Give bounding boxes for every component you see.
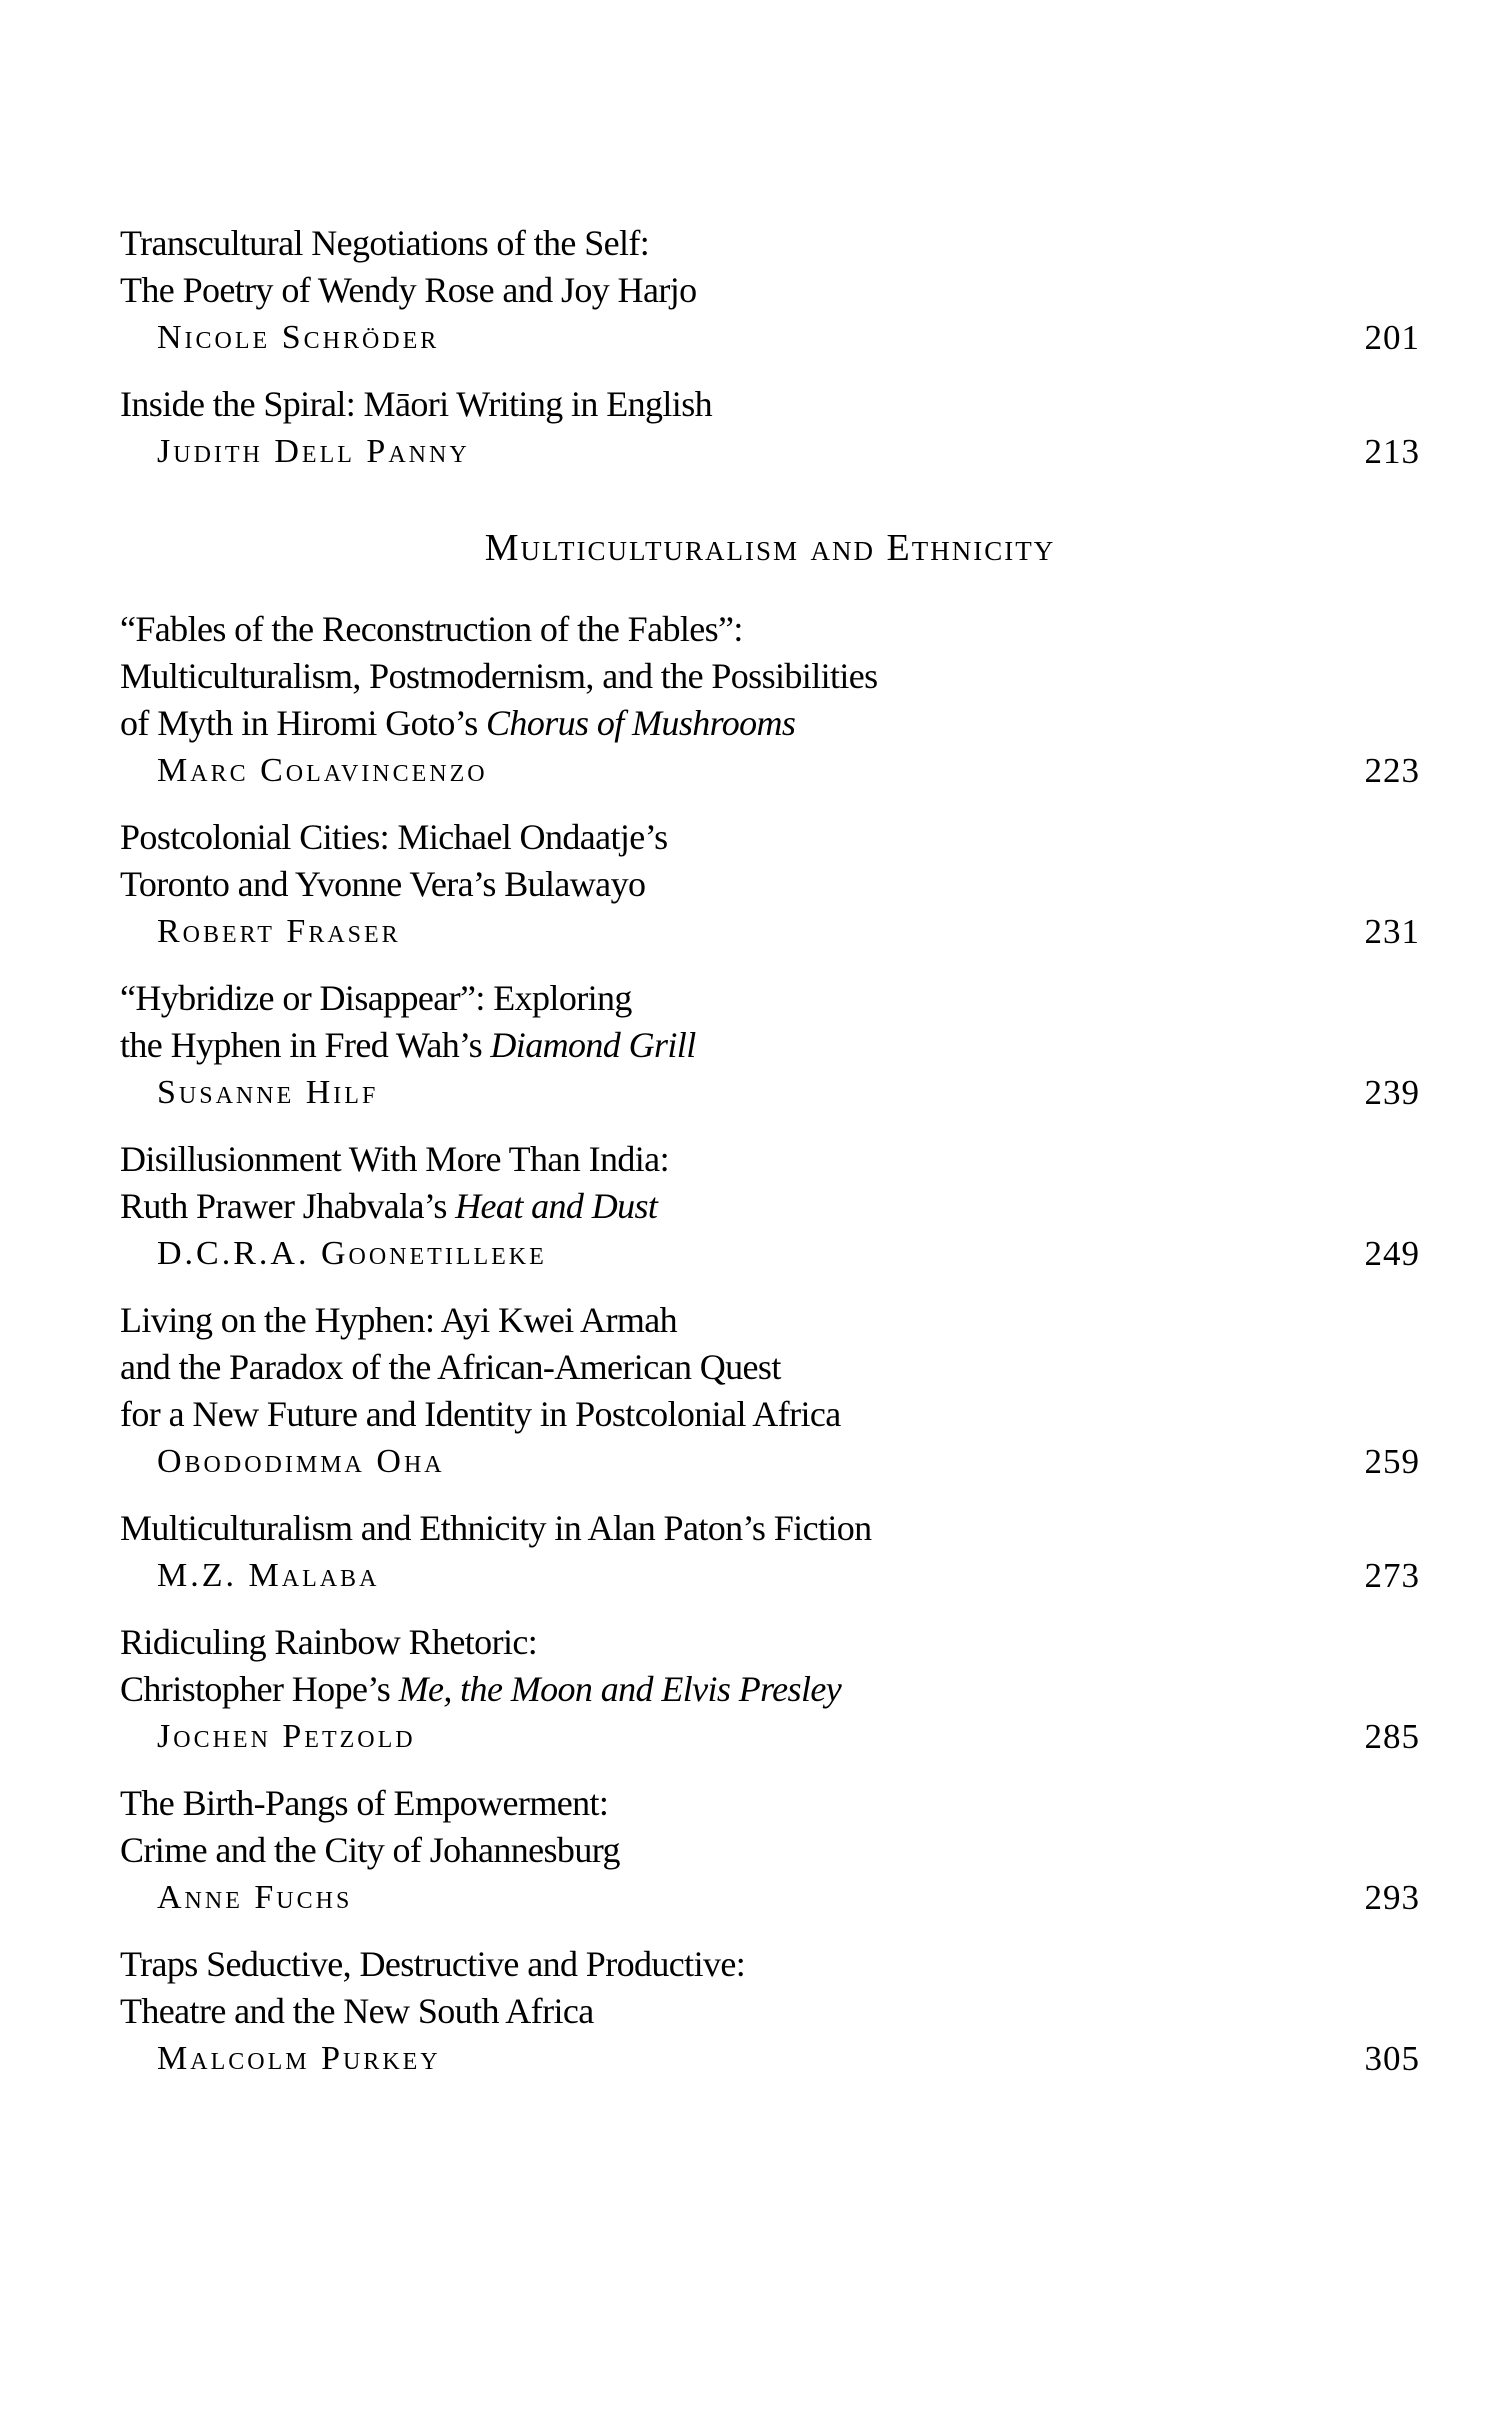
entry-title-line: Postcolonial Cities: Michael Ondaatje’s	[120, 817, 668, 857]
entry-title-line: Ridiculing Rainbow Rhetoric:	[120, 1622, 538, 1662]
entry-author: M.Z. Malaba	[157, 1557, 380, 1594]
entry-author: Robert Fraser	[157, 913, 401, 950]
entry-page-number: 231	[1364, 912, 1420, 951]
toc-entry	[120, 1505, 1420, 1599]
toc-entry	[120, 1780, 1420, 1921]
entry-title-line	[120, 700, 1420, 747]
entry-title-line: The Birth-Pangs of Empowerment:	[120, 1783, 609, 1823]
entry-title-line: Living on the Hyphen: Ayi Kwei Armah	[120, 1300, 678, 1340]
title-text: of Myth in Hiromi Goto’s	[120, 703, 487, 743]
toc-entry	[120, 1297, 1420, 1485]
author-row	[120, 1552, 1420, 1599]
title-italic-text: Chorus of Mushrooms	[486, 703, 796, 743]
author-row	[120, 2035, 1420, 2082]
entry-title-line	[120, 1022, 1420, 1069]
entry-author: Susanne Hilf	[157, 1074, 379, 1111]
toc-entry	[120, 975, 1420, 1116]
author-row	[120, 1069, 1420, 1116]
author-row	[120, 1230, 1420, 1277]
title-text: Christopher Hope’s	[120, 1669, 399, 1709]
entry-title-line	[120, 1666, 1420, 1713]
entry-page-number: 285	[1364, 1717, 1420, 1756]
toc-entry	[120, 1136, 1420, 1277]
entry-title-line: Transcultural Negotiations of the Self:	[120, 223, 650, 263]
entry-author: Judith Dell Panny	[157, 433, 470, 470]
entry-author: Nicole Schröder	[157, 319, 440, 356]
entry-title-line: Theatre and the New South Africa	[120, 1991, 594, 2031]
toc-entry	[120, 381, 1420, 475]
entry-page-number: 273	[1364, 1556, 1420, 1595]
toc-entry	[120, 606, 1420, 794]
toc-entry	[120, 220, 1420, 361]
entry-title-line: Multiculturalism, Postmodernism, and the Possibilities	[120, 656, 878, 696]
entry-author: D.C.R.A. Goonetilleke	[157, 1235, 547, 1272]
entry-author: Jochen Petzold	[157, 1718, 416, 1755]
section-heading: Multiculturalism and Ethnicity	[484, 527, 1056, 569]
entry-author: Anne Fuchs	[157, 1879, 353, 1916]
entry-page-number: 213	[1364, 432, 1420, 471]
table-of-contents	[120, 220, 1420, 2102]
author-row	[120, 314, 1420, 361]
author-row	[120, 1874, 1420, 1921]
entry-page-number: 223	[1364, 751, 1420, 790]
entry-title-line: “Fables of the Reconstruction of the Fables”:	[120, 609, 743, 649]
author-row	[120, 1713, 1420, 1760]
entry-title-line: Multiculturalism and Ethnicity in Alan Paton’s Fiction	[120, 1508, 872, 1548]
toc-entry	[120, 1619, 1420, 1760]
entry-author: Obododimma Oha	[157, 1443, 445, 1480]
entry-page-number: 259	[1364, 1442, 1420, 1481]
author-row	[120, 747, 1420, 794]
entry-page-number: 305	[1364, 2039, 1420, 2078]
entry-title-line: Inside the Spiral: Māori Writing in English	[120, 384, 713, 424]
entry-title-line: for a New Future and Identity in Postcolonial Africa	[120, 1394, 841, 1434]
toc-entry	[120, 814, 1420, 955]
entry-page-number: 249	[1364, 1234, 1420, 1273]
title-italic-text: Me, the Moon and Elvis Presley	[398, 1669, 842, 1709]
entry-author: Malcolm Purkey	[157, 2040, 441, 2077]
entry-title-line: Disillusionment With More Than India:	[120, 1139, 669, 1179]
title-text: the Hyphen in Fred Wah’s	[120, 1025, 491, 1065]
entry-title-line: Crime and the City of Johannesburg	[120, 1830, 620, 1870]
author-row	[120, 1438, 1420, 1485]
entry-title-line: and the Paradox of the African-American Quest	[120, 1347, 781, 1387]
title-italic-text: Diamond Grill	[490, 1025, 696, 1065]
author-row	[120, 908, 1420, 955]
entry-author: Marc Colavincenzo	[157, 752, 488, 789]
title-italic-text: Heat and Dust	[455, 1186, 658, 1226]
entry-title-line: Traps Seductive, Destructive and Productive:	[120, 1944, 746, 1984]
title-text: Ruth Prawer Jhabvala’s	[120, 1186, 456, 1226]
toc-entry	[120, 1941, 1420, 2082]
entry-page-number: 293	[1364, 1878, 1420, 1917]
entry-page-number: 201	[1364, 318, 1420, 357]
entry-title-line	[120, 1183, 1420, 1230]
entry-title-line: The Poetry of Wendy Rose and Joy Harjo	[120, 270, 697, 310]
entry-page-number: 239	[1364, 1073, 1420, 1112]
author-row	[120, 428, 1420, 475]
entry-title-line: Toronto and Yvonne Vera’s Bulawayo	[120, 864, 646, 904]
entry-title-line: “Hybridize or Disappear”: Exploring	[120, 978, 632, 1018]
